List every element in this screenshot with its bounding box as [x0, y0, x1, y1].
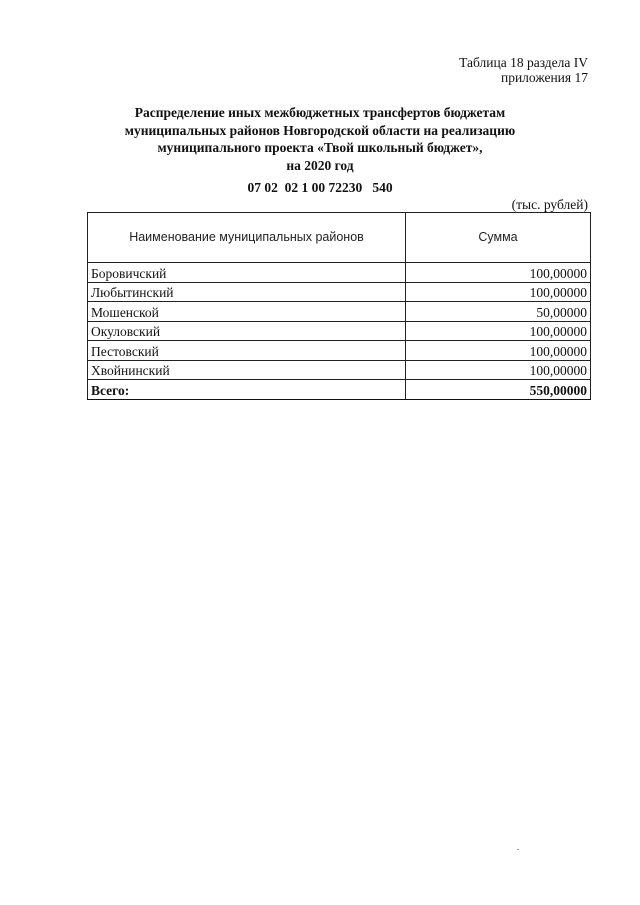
table-total-row — [88, 380, 591, 400]
table-row — [88, 282, 591, 302]
district-amount: 100,00000 — [406, 360, 591, 380]
unit-label: (тыс. рублей) — [511, 197, 588, 212]
district-amount: 100,00000 — [406, 263, 591, 283]
table-row — [88, 360, 591, 380]
scan-speck — [517, 849, 519, 850]
district-amount: 100,00000 — [406, 282, 591, 302]
document-title-line-2: муниципальных районов Новгородской области на реализацию — [124, 122, 516, 138]
district-amount: 100,00000 — [406, 341, 591, 361]
total-label: Всего: — [88, 380, 406, 400]
table-row — [88, 302, 591, 322]
district-amount: 50,00000 — [406, 302, 591, 322]
column-header-amount: Сумма — [406, 213, 591, 263]
table-row — [88, 321, 591, 341]
document-title-line-4: на 2020 год — [286, 157, 354, 173]
distribution-table — [87, 212, 591, 400]
district-name: Боровичский — [88, 263, 406, 283]
column-header-district: Наименование муниципальных районов — [88, 213, 406, 263]
table-row — [88, 263, 591, 283]
district-name: Хвойнинский — [88, 360, 406, 380]
district-name: Мошенской — [88, 302, 406, 322]
table-header-row — [88, 213, 591, 263]
total-amount: 550,00000 — [406, 380, 591, 400]
district-name: Любытинский — [88, 282, 406, 302]
table-reference-note — [459, 55, 588, 85]
document-title-line-1: Распределение иных межбюджетных трансфертов бюджетам — [134, 105, 506, 120]
table-reference-line-2: приложения 17 — [500, 70, 588, 85]
budget-classification-code: 07 02 02 1 00 72230 540 — [247, 180, 393, 195]
table-reference-line-1: Таблица 18 раздела IV — [459, 55, 588, 70]
district-name: Пестовский — [88, 341, 406, 361]
district-amount: 100,00000 — [406, 321, 591, 341]
document-title — [0, 104, 640, 174]
document-title-line-3: муниципального проекта «Твой школьный бюджет», — [157, 140, 483, 155]
table-row — [88, 341, 591, 361]
district-name: Окуловский — [88, 321, 406, 341]
